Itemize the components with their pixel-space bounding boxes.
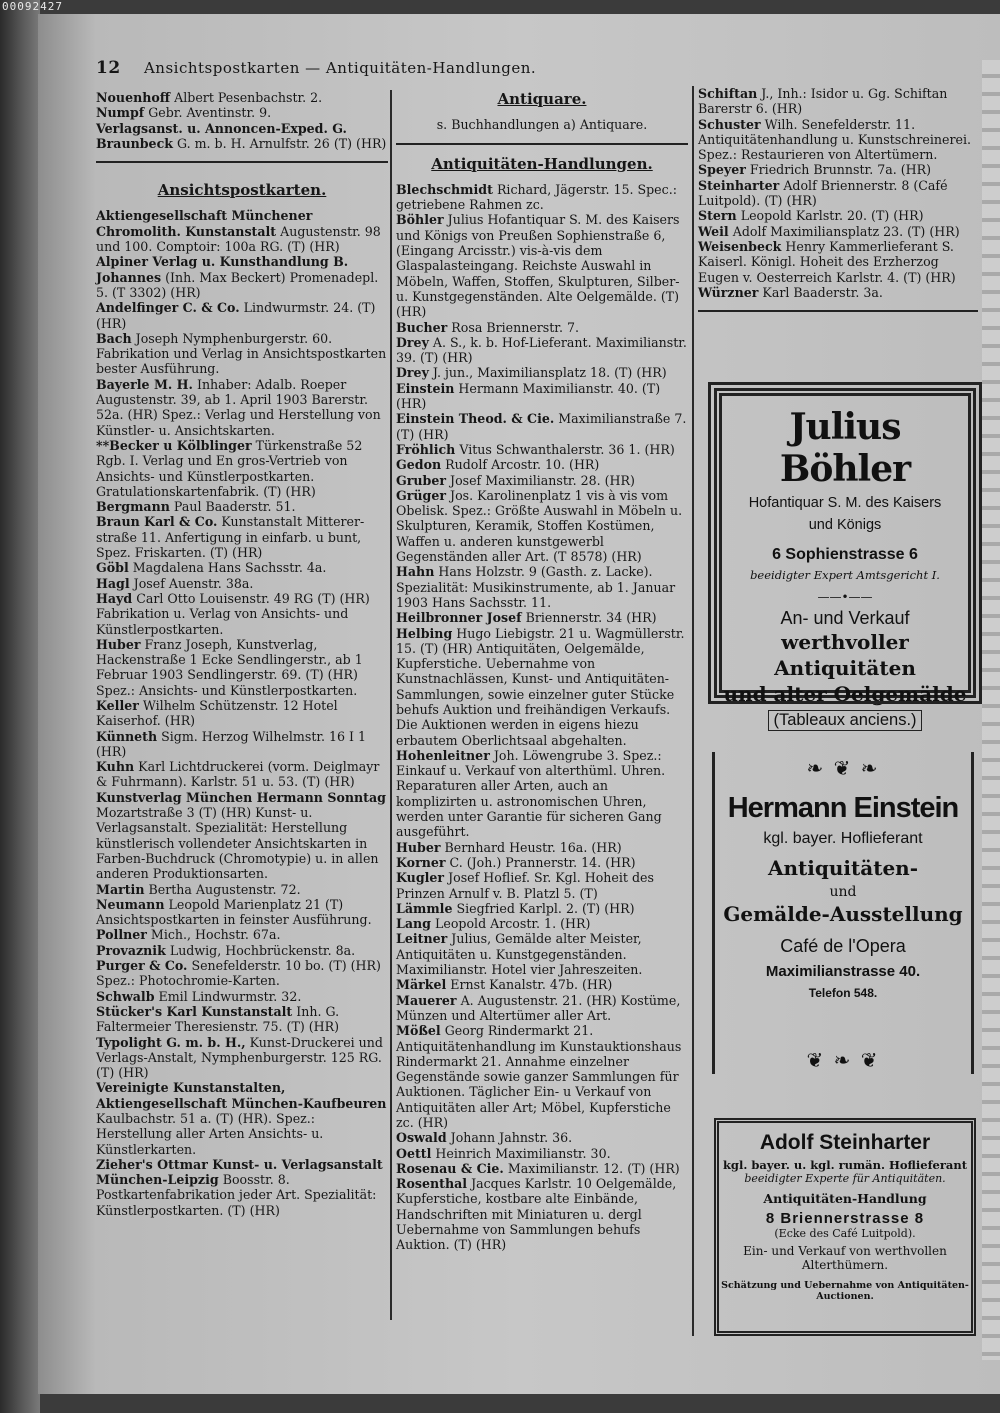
directory-entry [96, 331, 388, 377]
entry-text: Mich., Hochstr. 67a. [150, 927, 281, 943]
directory-entry [396, 182, 688, 213]
entry-text: Josef Maximilianstr. 28. (HR) [450, 472, 635, 488]
entry-text: Friedrich Brunnstr. 7a. (HR) [749, 162, 932, 178]
entry-name: Alpiner Verlag u. Kunsthandlung B. Johannes [96, 254, 349, 285]
directory-entry [396, 411, 688, 442]
entry-name: Bergmann [96, 499, 170, 515]
entry-text: G. m. b. H. Arnulfstr. 26 (T) (HR) [176, 135, 387, 151]
entry-text: J., Inh.: Isidor u. Gg. Schiftan Barerstr 6. (HR) [698, 86, 948, 117]
running-header [96, 58, 696, 78]
directory-entry [96, 1080, 388, 1156]
entry-name: Rosenthal [396, 1176, 468, 1192]
directory-entry [396, 855, 688, 870]
entry-text: Boosstr. 8. Postkartenfabrikation jeder Art. Spezialität: Künstlerpostkarten. (T) (HR) [96, 1172, 377, 1218]
entry-text: Josef Auenstr. 38a. [133, 575, 254, 591]
directory-entry [396, 564, 688, 610]
entry-text: Gebr. Aventinstr. 9. [148, 105, 272, 121]
entry-text: C. (Joh.) Prannerstr. 14. (HR) [449, 854, 636, 870]
ad-boehler-goods2: und alter Oelgemälde [723, 682, 967, 706]
entry-text: Jos. Karolinenplatz 1 vis à vis vom Obelisk. Spez.: Größte Auswahl in Möbeln u. Skulpturen, Keramik, Stoffen Kostümen, Waffen u. anderen kunstgewerbl Gegenständen aller Art. (T 8578) (HR) [396, 487, 683, 565]
section-rule [396, 143, 688, 145]
directory-entry [96, 560, 388, 575]
directory-entry [396, 488, 688, 564]
entry-name: Künneth [96, 728, 158, 744]
directory-entry [396, 473, 688, 488]
directory-entry [396, 1023, 688, 1130]
column-rule-2 [692, 86, 694, 1336]
entry-name: Neumann [96, 896, 165, 912]
entry-text: Emil Lindwurmstr. 32. [158, 988, 302, 1004]
directory-entry [96, 121, 388, 152]
ad-adolf-steinharter [714, 1118, 976, 1336]
directory-entry [396, 365, 688, 380]
entry-name: Keller [96, 697, 139, 713]
entry-text: Kunstanstalt Mittererstraße 11. Anfertigung in einfarb. u bunt, Spez. Friskarten. (T) (HR) [96, 514, 365, 561]
ad-hermann-einstein [712, 752, 974, 1074]
directory-entry [698, 208, 978, 223]
directory-entry [96, 254, 388, 300]
ad-einstein-title: kgl. bayer. Hoflieferant [763, 830, 923, 847]
directory-entry [96, 438, 388, 499]
entry-name: Blechschmidt [396, 181, 493, 197]
entry-text: Türkenstraße 52 Rgb. I. Verlag und En gros-Vertrieb von Ansichts- und Künstlerpostkarten. Gratulationskartenfabrik. (T) (HR) [96, 437, 363, 499]
entry-text: Hugo Liebigstr. 21 u. Wagmüllerstr. 15. (T) (HR) Antiquitäten, Oelgemälde, Kupferstiche. Uebernahme von Kunstnachlässen, Kunst- und Antiquitäten-Sammlungen, sowie einzelner guter Stücke behufs Auktion und freihändigen Verkaufs. Die Auktionen werden in eigens hiezu erbautem Oberlichtsaal abgehalten. [396, 625, 685, 748]
ad-einstein-goods: Antiquitäten- [767, 856, 919, 880]
entry-name: Würzner [698, 284, 759, 300]
entry-text: A. Augustenstr. 21. (HR) Kostüme, Münzen und Altertümer aller Art. [396, 992, 681, 1023]
directory-entry [96, 927, 388, 942]
running-title: Ansichtspostkarten — Antiquitäten-Handlungen. [143, 59, 537, 77]
ad-steinharter-note: (Ecke des Café Luitpold). [774, 1227, 916, 1240]
entry-name: Kugler [396, 870, 445, 886]
entry-name: Steinharter [698, 177, 780, 193]
entry-text: Rosa Briennerstr. 7. [451, 319, 579, 335]
directory-entry [96, 591, 388, 637]
entry-text: (Inh. Max Beckert) Promenadepl. 5. (T 3302) (HR) [96, 269, 379, 300]
section-rule [96, 161, 388, 163]
entry-name: Oswald [396, 1130, 447, 1146]
directory-entry [396, 335, 688, 366]
directory-entry [96, 989, 388, 1004]
directory-entry [698, 178, 978, 209]
entry-text: Richard, Jägerstr. 15. Spec.: getriebene Rahmen zc. [396, 181, 677, 213]
entry-name: Gruber [396, 472, 446, 488]
entry-name: Leitner [396, 931, 448, 947]
section-rule [698, 310, 978, 312]
entry-text: J. jun., Maximiliansplatz 18. (T) (HR) [432, 365, 667, 381]
entry-name: Bayerle M. H. [96, 376, 193, 392]
directory-entry [396, 610, 688, 625]
entry-text: Maximilianstraße 7. (T) (HR) [396, 411, 687, 442]
section-title-antiquare: Antiquare. [497, 90, 587, 108]
page-number: 12 [96, 58, 121, 78]
directory-entry [396, 931, 688, 977]
ad-einstein-und: und [829, 884, 857, 900]
entry-text: Heinrich Maximilianstr. 30. [435, 1145, 611, 1161]
entry-text: Henry Kammerlieferant S. Kaiserl. Königl. Hoheit des Erzherzog Eugen v. Oesterreich Karlstr. 4. (T) (HR) [698, 238, 956, 285]
directory-entry [396, 840, 688, 855]
ad-boehler-address: 6 Sophienstrasse 6 [772, 546, 918, 563]
entry-text: Briennerstr. 34 (HR) [525, 610, 657, 626]
entry-name: Hagl [96, 575, 130, 591]
ornament-top-icon: ❧ ❦ ❧ [806, 756, 880, 780]
entry-name: Einstein [396, 380, 455, 396]
entry-name: Rosenau & Cie. [396, 1160, 504, 1176]
directory-entry [96, 1004, 388, 1035]
entry-name: Hohenleitner [396, 747, 490, 763]
entry-name: Kuhn [96, 759, 135, 775]
entry-name: Weisenbeck [698, 238, 782, 254]
ornament-bottom-icon: ❦ ❧ ❦ [806, 1048, 880, 1072]
entry-name: Böhler [396, 212, 444, 228]
entry-text: A. S., k. b. Hof-Lieferant. Maximilianstr. 39. (T) (HR) [396, 334, 687, 366]
entry-text: Leopold Marienplatz 21 (T) Ansichtspostkarten in feinster Ausführung. [96, 896, 372, 928]
entry-name: Martin [96, 881, 145, 897]
entry-text: Wilh. Senefelderstr. 11. Antiquitätenhandlung u. Kunstschreinerei. Spez.: Restaurieren von Altertümern. [698, 116, 971, 163]
entry-name: Zieher's Ottmar Kunst- u. Verlagsanstalt München-Leipzig [96, 1156, 383, 1188]
entry-name: Verlagsanst. u. Annoncen-Exped. G. Braunbeck [96, 120, 347, 151]
entry-name: Oettl [396, 1145, 432, 1161]
directory-entry [396, 457, 688, 472]
directory-entry [96, 790, 388, 882]
column-1 [96, 90, 388, 1218]
ad-steinharter-line4: Ein- und Verkauf von werthvollen [743, 1244, 947, 1258]
ansichtspostkarten-list [96, 208, 388, 1218]
directory-entry [96, 958, 388, 989]
entry-name: Schuster [698, 116, 761, 132]
entry-text: Paul Baaderstr. 51. [173, 499, 296, 515]
directory-entry [698, 224, 978, 239]
directory-entry [396, 212, 688, 319]
entry-text: Kunst-Druckerei und Verlags-Anstalt, Nymphenburgerstr. 125 RG. (T) (HR) [96, 1034, 383, 1081]
entry-text: Adolf Briennerstr. 8 (Café Luitpold). (T) (HR) [698, 177, 948, 209]
entry-name: Kunstverlag München Hermann Sonntag [96, 789, 386, 805]
entry-name: Nouenhoff [96, 90, 171, 105]
entry-text: Hans Holzstr. 9 (Gasth. z. Lacke). Spezialität: Musikinstrumente, ab 1. Januar 1903 Hans Sachsstr. 11. [396, 564, 676, 610]
entry-name: Braun Karl & Co. [96, 514, 218, 530]
entry-text: Maximilianstr. 12. (T) (HR) [507, 1160, 680, 1176]
ad-einstein-phone: Telefon 548. [808, 986, 878, 1000]
directory-entry [396, 1176, 688, 1252]
directory-entry [96, 1157, 388, 1218]
directory-entry [396, 993, 688, 1024]
directory-entry [96, 943, 388, 958]
directory-entry [96, 1035, 388, 1081]
directory-entry [96, 882, 388, 897]
entry-name: Grüger [396, 487, 446, 503]
ad-steinharter-name: Adolf Steinharter [759, 1131, 931, 1154]
directory-entry [698, 239, 978, 285]
ornament-divider-icon: ——•—— [817, 590, 873, 604]
entry-name: Bach [96, 330, 132, 346]
entry-name: Lang [396, 916, 431, 932]
directory-entry [96, 729, 388, 760]
directory-entry [396, 320, 688, 335]
entry-name: Drey [396, 365, 429, 381]
ad-steinharter-line6: Schätzung und Uebernahme von Antiquitäten-Auctionen. [721, 1280, 969, 1302]
entry-name: Lämmle [396, 900, 453, 916]
entry-text: Magdalena Hans Sachsstr. 4a. [132, 560, 327, 576]
directory-entry [698, 86, 978, 117]
entry-name: Einstein Theod. & Cie. [396, 411, 555, 427]
entry-text: Julius, Gemälde alter Meister, Antiquitäten u. Kunstgegenständen. Maximilianstr. Hotel vier Jahreszeiten. [396, 931, 643, 978]
ad-einstein-name: Hermann Einstein [727, 792, 959, 824]
ad-boehler-line1: Hofantiquar S. M. des Kaisers [748, 495, 942, 511]
antiquitaeten-list [396, 182, 688, 1253]
entry-text: Georg Rindermarkt 21. Antiquitätenhandlung im Kunstauktionshaus Rindermarkt 21. Annahme einzelner Gegenstände sowie ganzer Sammlungen für Auktionen. Täglicher Ein- u Verkauf von Antiquitäten aller Art; Möbel, Kupferstiche zc. (HR) [396, 1023, 682, 1130]
entry-text: Ernst Kanalstr. 47b. (HR) [450, 977, 613, 993]
directory-entry [396, 1130, 688, 1145]
directory-entry [96, 897, 388, 928]
entry-text: Leopold Arcostr. 1. (HR) [435, 916, 591, 932]
entry-name: Stern [698, 208, 737, 224]
directory-entry [698, 117, 978, 163]
entry-name: Aktiengesellschaft Münchener Chromolith. Kunstanstalt [96, 208, 313, 239]
entry-name: Helbing [396, 625, 453, 641]
entry-text: Jacques Karlstr. 10 Oelgemälde, Kupferstiche, kostbare alte Einbände, Handschriften mit Miniaturen u. dergl Uebernahme von Sammlungen behufs Auktion. (T) (HR) [396, 1176, 677, 1253]
entry-name: Märkel [396, 977, 447, 993]
col1-top-entries [96, 90, 388, 151]
directory-entry [396, 626, 688, 748]
directory-entry [96, 300, 388, 331]
entry-name: Göbl [96, 560, 129, 576]
ad-steinharter-address: 8 Briennerstrasse 8 [765, 1210, 925, 1227]
entry-text: Hermann Maximilianstr. 40. (T) (HR) [396, 380, 661, 412]
directory-entry [96, 698, 388, 729]
ad-boehler-french: (Tableaux anciens.) [768, 710, 921, 731]
directory-entry [396, 748, 688, 840]
entry-name: Schiftan [698, 86, 758, 101]
entry-name: Weil [698, 223, 729, 239]
entry-text: Sigm. Herzog Wilhelmstr. 16 I 1 (HR) [96, 728, 367, 759]
directory-entry [698, 285, 978, 300]
directory-entry [96, 576, 388, 591]
entry-text: Franz Joseph, Kunstverlag, Hackenstraße 1 Ecke Sendlingerstr., ab 1 Februar 1903 Sendlingerstr. 69. (T) (HR) Spez.: Ansichts- und Künstlerpostkarten. [96, 636, 363, 698]
entry-text: Joseph Nymphenburgerstr. 60. Fabrikation und Verlag in Ansichtspostkarten bester Ausführung. [96, 330, 387, 377]
directory-entry [396, 381, 688, 412]
ad-steinharter-line3: Antiquitäten-Handlung [763, 1191, 927, 1206]
entry-name: Stücker's Karl Kunstanstalt [96, 1003, 293, 1019]
directory-entry [96, 208, 388, 254]
entry-text: Rudolf Arcostr. 10. (HR) [445, 457, 600, 473]
directory-entry [396, 901, 688, 916]
entry-name: Speyer [698, 162, 746, 178]
entry-text: Bertha Augustenstr. 72. [148, 881, 301, 897]
directory-entry [396, 870, 688, 901]
directory-entry [96, 377, 388, 438]
entry-text: Wilhelm Schützenstr. 12 Hotel Kaiserhof. (HR) [96, 697, 338, 729]
entry-name: Numpf [96, 105, 145, 121]
entry-text: Inh. G. Faltermeier Theresienstr. 75. (T) (HR) [96, 1003, 340, 1035]
entry-name: Huber [96, 636, 141, 652]
ad-steinharter-line2: beeidigter Experte für Antiquitäten. [744, 1172, 946, 1185]
entry-name: Pollner [96, 927, 147, 943]
entry-name: Huber [396, 839, 441, 855]
directory-entry [396, 442, 688, 457]
ad-boehler-line2: und Königs [808, 517, 882, 533]
entry-text: Karl Baaderstr. 3a. [762, 284, 883, 300]
ad-einstein-venue: Café de l'Opera [780, 936, 906, 956]
page-edge [982, 60, 1000, 1360]
directory-entry [698, 162, 978, 177]
entry-name: Mößel [396, 1023, 441, 1039]
directory-entry [96, 759, 388, 790]
ad-julius-boehler [714, 388, 976, 729]
entry-name: Fröhlich [396, 441, 456, 457]
entry-text: Josef Hoflief. Sr. Kgl. Hoheit des Prinzen Arnulf v. B. Platzl 5. (T) [396, 870, 654, 901]
entry-text: Augustenstr. 98 und 100. Comptoir: 100a RG. (T) (HR) [96, 223, 381, 255]
book-spine [0, 0, 40, 1413]
entry-name: Drey [396, 334, 429, 350]
ad-steinharter-line5: Alterthümern. [801, 1258, 889, 1272]
directory-entry [96, 514, 388, 560]
ad-boehler-name: Julius Böhler [779, 406, 911, 490]
ad-steinharter-line1: kgl. bayer. u. kgl. rumän. Hoflieferant [722, 1158, 968, 1172]
entry-name: **Becker u Kölblinger [96, 437, 252, 453]
entry-text: Leopold Karlstr. 20. (T) (HR) [740, 208, 924, 224]
entry-text: Lindwurmstr. 24. (T) (HR) [96, 300, 376, 331]
entry-text: Kaulbachstr. 51 a. (T) (HR). Spez.: Herstellung aller Arten Ansichts- u. Künstlerkarten. [96, 1111, 324, 1157]
section-note-antiquare: s. Buchhandlungen a) Antiquare. [436, 117, 648, 133]
directory-entry [96, 105, 388, 120]
scan-stamp: 00092427 [2, 0, 63, 13]
ad-boehler-expert: beeidigter Expert Amtsgericht I. [750, 568, 940, 582]
directory-entry [96, 637, 388, 698]
ad-einstein-exhibit: Gemälde-Ausstellung [723, 902, 963, 926]
section-title-ansichtspostkarten: Ansichtspostkarten. [157, 181, 327, 200]
directory-entry [396, 1161, 688, 1176]
entry-text: Inhaber: Adalb. Roeper Augustenstr. 39, ab 1. April 1903 Barerstr. 52a. (HR) Spez.: Verlag und Herstellung von Künstler- u. Ansichtskarten. [96, 376, 381, 438]
entry-name: Bucher [396, 319, 448, 335]
section-title-antiquitaeten: Antiquitäten-Handlungen. [431, 154, 653, 173]
entry-name: Andelfinger C. & Co. [96, 300, 240, 316]
entry-text: Johann Jahnstr. 36. [450, 1130, 573, 1146]
column-3 [698, 86, 978, 324]
entry-name: Vereinigte Kunstanstalten, Aktiengesellschaft München-Kaufbeuren [96, 1080, 387, 1111]
directory-entry [396, 916, 688, 931]
ad-boehler-goods1: werthvoller Antiquitäten [774, 630, 916, 680]
directory-entry [396, 977, 688, 992]
ad-einstein-address: Maximilianstrasse 40. [765, 963, 921, 980]
entry-name: Schwalb [96, 988, 155, 1004]
entry-text: Ludwig, Hochbrückenstr. 8a. [169, 942, 356, 958]
entry-name: Mauerer [396, 992, 457, 1008]
column-rule-1 [390, 90, 392, 1320]
entry-text: Joh. Löwengrube 3. Spez.: Einkauf u. Verkauf von alterthüml. Uhren. Reparaturen aller Arten, auch an komplizirten u. astronomischen Uhren, werden unter Garantie für sicheren Gang ausgeführt. [396, 747, 666, 840]
entry-text: Adolf Maximiliansplatz 23. (T) (HR) [732, 223, 960, 239]
entry-text: Mozartstraße 3 (T) (HR) Kunst- u. Verlagsanstalt. Spezialität: Herstellung künstlerisch vollendeter Ansichtskarten in Farben-Buchdruck (Chromotypie) u. in allen anderen Produktionsarten. [96, 805, 379, 882]
entry-name: Hahn [396, 564, 435, 580]
entry-name: Heilbronner Josef [396, 610, 522, 626]
entry-text: Bernhard Heustr. 16a. (HR) [444, 839, 622, 855]
entry-text: Siegfried Karlpl. 2. (T) (HR) [456, 900, 635, 916]
entry-name: Typolight G. m. b. H., [96, 1034, 246, 1050]
col3-entries [698, 86, 978, 300]
directory-entry [96, 90, 388, 105]
directory-entry [396, 1146, 688, 1161]
entry-text: Senefelderstr. 10 bo. (T) (HR) Spez.: Photochromie-Karten. [96, 958, 381, 989]
column-2 [396, 90, 688, 1253]
entry-name: Hayd [96, 590, 133, 606]
entry-name: Purger & Co. [96, 958, 188, 974]
entry-text: Julius Hofantiquar S. M. des Kaisers und Königs von Preußen Sophienstraße 6, (Eingang Arcisstr.) vis-à-vis dem Glaspalasteingang. Reichste Auswahl in Möbeln, Waffen, Stoffen, Skulpturen, Silber- u. Kunstgegenständen. Alte Oelgemälde. (T) (HR) [396, 212, 680, 320]
directory-entry [96, 499, 388, 514]
entry-name: Provaznik [96, 942, 166, 958]
entry-text: Karl Lichtdruckerei (vorm. Deiglmayr & Fuhrmann). Karlstr. 51 u. 53. (T) (HR) [96, 759, 380, 790]
ad-boehler-trade: An- und Verkauf [780, 608, 910, 628]
entry-name: Korner [396, 854, 446, 870]
entry-name: Gedon [396, 457, 442, 473]
entry-text: Vitus Schwanthalerstr. 36 1. (HR) [459, 441, 675, 457]
entry-text: Carl Otto Louisenstr. 49 RG (T) (HR) Fabrikation u. Verlag von Ansichts- und Künstlerpostkarten. [96, 590, 370, 637]
entry-text: Albert Pesenbachstr. 2. [174, 90, 323, 105]
